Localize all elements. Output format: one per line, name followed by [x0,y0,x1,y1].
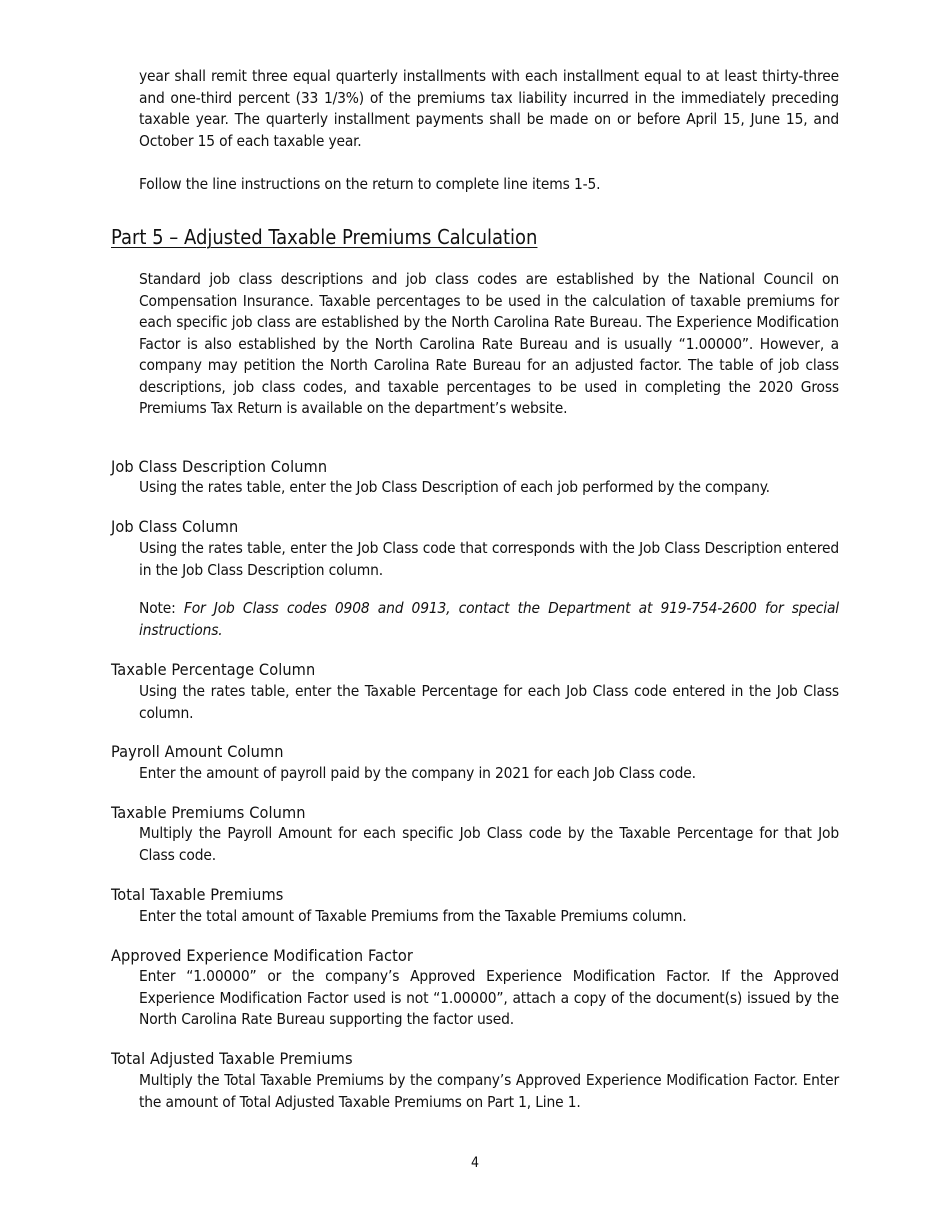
job-class-note [139,598,839,641]
job-class-description-text: Using the rates table, enter the Job Class Description of each job performed by the company. [139,478,770,496]
taxable-premiums-text: Multiply the Payroll Amount for each specific Job Class code by the Taxable Percentage for that Job Class code. [139,824,839,864]
approved-factor-text: Enter “1.00000” or the company’s Approved Experience Modification Factor. If the Approved Experience Modification Factor used is not “1.00000”, attach a copy of the document(s) issued by the North Carolina Rate Bureau supporting the factor used. [139,967,839,1028]
taxable-percentage-text: Using the rates table, enter the Taxable Percentage for each Job Class code entered in the Job Class column. [139,682,839,722]
payroll-amount-heading: Payroll Amount Column [111,742,284,761]
job-class-heading: Job Class Column [111,517,239,536]
note-label: Note: [139,599,176,617]
total-adjusted-heading: Total Adjusted Taxable Premiums [111,1049,353,1068]
installment-paragraph: year shall remit three equal quarterly installments with each installment equal to at least thirty-three and one-third percent (33 1/3%) of the premiums tax liability incurred in the immediately preceding taxable year. The quarterly installment payments shall be made on or before April 15, June 15, and October 15 of each taxable year. [139,67,839,150]
total-taxable-premiums-heading: Total Taxable Premiums [111,885,284,904]
total-adjusted-text: Multiply the Total Taxable Premiums by the company’s Approved Experience Modification Factor. Enter the amount of Total Adjusted Taxable Premiums on Part 1, Line 1. [139,1071,839,1111]
job-class-text: Using the rates table, enter the Job Class code that corresponds with the Job Class Description entered in the Job Class Description column. [139,539,839,579]
taxable-percentage-heading: Taxable Percentage Column [111,660,316,679]
payroll-amount-text: Enter the amount of payroll paid by the company in 2021 for each Job Class code. [139,764,696,782]
total-taxable-premiums-text: Enter the total amount of Taxable Premiums from the Taxable Premiums column. [139,907,687,925]
job-class-description-heading: Job Class Description Column [111,457,328,476]
taxable-premiums-heading: Taxable Premiums Column [111,803,306,822]
page-number: 4 [470,1155,479,1171]
part5-intro-paragraph: Standard job class descriptions and job class codes are established by the National Council on Compensation Insurance. Taxable percentages to be used in the calculation of taxable premiums for each specific job class are established by the North Carolina Rate Bureau. The Experience Modification Factor is also established by the North Carolina Rate Bureau and is usually “1.00000”. However, a company may petition the North Carolina Rate Bureau for an adjusted factor. The table of job class descriptions, job class codes, and taxable percentages to be used in completing the 2020 Gross Premiums Tax Return is available on the department’s website. [139,270,839,417]
follow-instructions-paragraph: Follow the line instructions on the return to complete line items 1-5. [139,175,601,193]
approved-factor-heading: Approved Experience Modification Factor [111,946,413,965]
note-text: For Job Class codes 0908 and 0913, contact the Department at 919-754-2600 for special instructions. [139,599,839,639]
part5-title: Part 5 – Adjusted Taxable Premiums Calculation [111,225,538,249]
